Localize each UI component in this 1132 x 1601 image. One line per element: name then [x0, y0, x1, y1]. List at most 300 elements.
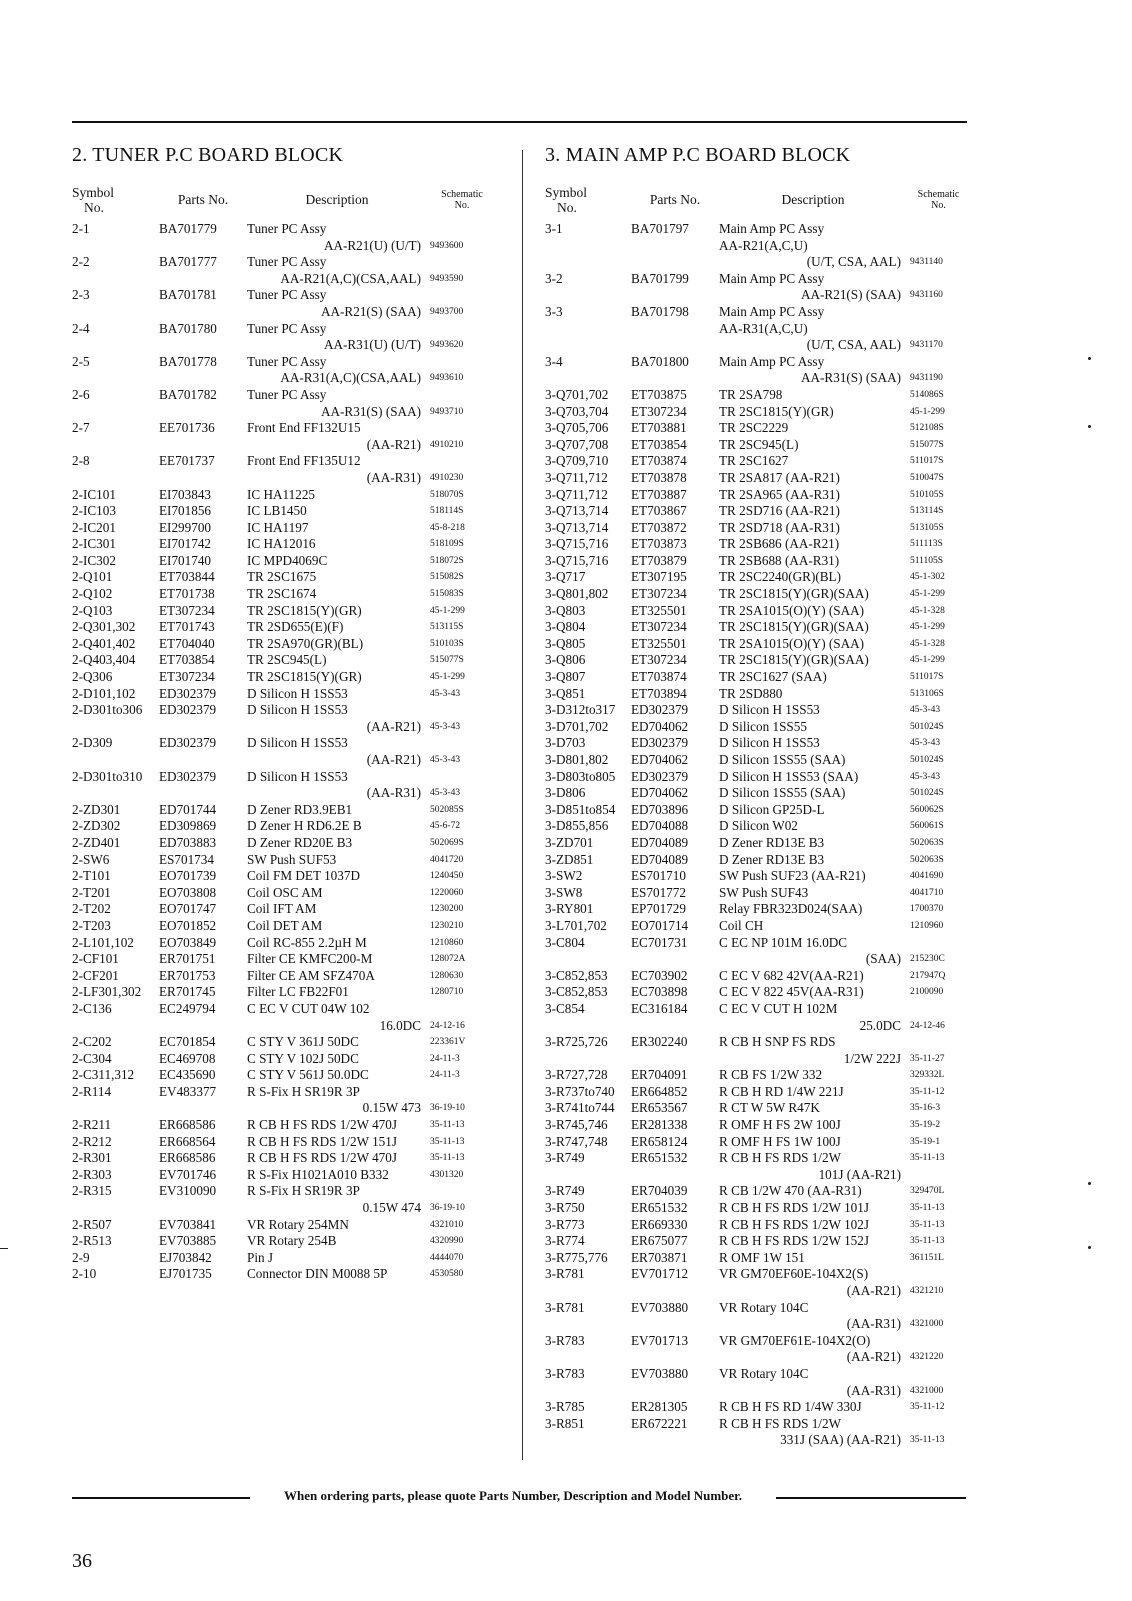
description-cell: Tuner PC Assy [247, 287, 327, 303]
parts-no-cell: ER653567 [631, 1100, 688, 1116]
table-row [545, 437, 970, 454]
symbol-cell: 2-IC301 [72, 536, 116, 552]
table-row [72, 735, 497, 752]
schematic-cell [427, 221, 497, 238]
schematic-cell: 1280710 [430, 987, 464, 998]
parts-no-cell: ET703873 [631, 536, 687, 552]
page-number: 36 [72, 1550, 92, 1572]
table-row [72, 785, 497, 802]
schematic-cell: 45-3-43 [430, 788, 461, 799]
tuner-parts-body [72, 221, 497, 1283]
symbol-cell: 2-R303 [72, 1166, 112, 1182]
table-row [72, 1167, 497, 1184]
parts-no-cell: BA701797 [631, 221, 689, 236]
table-row [545, 553, 970, 570]
schematic-cell [427, 1183, 497, 1200]
symbol-cell: 3-R781 [545, 1266, 585, 1282]
description-cell: AA-R21(A,C,U) [719, 237, 808, 253]
table-row [72, 1183, 497, 1200]
parts-no-cell: ET703874 [631, 669, 687, 685]
parts-no-cell [631, 337, 719, 354]
table-row [545, 1399, 970, 1416]
parts-no-cell: ET307195 [631, 569, 687, 585]
description-cell: D Silicon H 1SS53 [719, 735, 820, 751]
symbol-cell: 2-D101,102 [72, 685, 136, 701]
symbol-cell: 2-2 [72, 254, 90, 270]
description-cell: R CB H FS RDS 1/2W 151J [247, 1133, 397, 1149]
symbol-cell [545, 287, 631, 304]
symbol-cell: 2-Q103 [72, 602, 113, 618]
schematic-cell [427, 453, 497, 470]
col-header-symbol: Symbol No. [545, 185, 588, 215]
symbol-cell [72, 337, 159, 354]
parts-no-cell: ER701751 [159, 951, 216, 967]
table-row [545, 935, 970, 952]
parts-no-cell: ED704062 [631, 785, 689, 801]
description-cell: TR 2SD655(E)(F) [247, 619, 344, 635]
table-row [72, 503, 497, 520]
parts-no-cell: EI703843 [159, 486, 212, 502]
schematic-cell [907, 221, 970, 238]
parts-no-cell: EV703885 [159, 1233, 217, 1249]
description-cell: AA-R31(A,C,U) [719, 320, 808, 336]
table-row [545, 1084, 970, 1101]
description-cell: R OMF H FS 2W 100J [719, 1117, 841, 1133]
parts-no-cell [631, 1018, 719, 1035]
description-cell: C EC NP 101M 16.0DC [719, 934, 848, 950]
table-header-row [545, 179, 970, 221]
schematic-cell: 4530580 [430, 1269, 464, 1280]
description-cell: R CB 1/2W 470 (AA-R31) [719, 1183, 862, 1199]
table-row [72, 818, 497, 835]
description-cell: VR Rotary 254B [247, 1233, 337, 1249]
parts-no-cell: BA701780 [159, 320, 217, 336]
schematic-cell: 9431160 [910, 290, 943, 301]
parts-no-cell: ET307234 [159, 669, 215, 685]
symbol-cell: 3-R781 [545, 1299, 585, 1315]
parts-no-cell: EE701737 [159, 453, 215, 469]
scan-speck [1088, 357, 1091, 360]
table-row [545, 238, 970, 255]
symbol-cell [72, 404, 159, 421]
table-row [72, 337, 497, 354]
table-row [545, 503, 970, 520]
table-row [72, 1051, 497, 1068]
symbol-cell: 2-R114 [72, 1083, 112, 1099]
table-row [545, 487, 970, 504]
col-header-schematic: Schematic No. [441, 189, 483, 211]
description-cell: VR GM70EF61E-104X2(O) [719, 1332, 871, 1348]
table-row [72, 935, 497, 952]
col-header-symbol: Symbol No. [72, 185, 115, 215]
description-cell: (U/T, CSA, AAL) [806, 337, 901, 353]
parts-no-cell: EV701712 [631, 1266, 689, 1282]
parts-no-cell: ET703875 [631, 386, 687, 402]
table-row [545, 686, 970, 703]
description-cell: SW Push SUF43 [719, 884, 809, 900]
description-cell: C STY V 102J 50DC [247, 1050, 359, 1066]
table-row [72, 603, 497, 620]
parts-no-cell [631, 321, 719, 338]
table-row [545, 1183, 970, 1200]
description-cell: Relay FBR323D024(SAA) [719, 901, 863, 917]
table-row [72, 901, 497, 918]
table-row [545, 1383, 970, 1400]
table-row [545, 1167, 970, 1184]
symbol-cell: 2-10 [72, 1266, 97, 1282]
parts-no-cell: ES701772 [631, 884, 686, 900]
symbol-cell: 3-C804 [545, 934, 585, 950]
symbol-cell [545, 1051, 631, 1068]
parts-no-cell: ED704089 [631, 851, 689, 867]
description-cell: Coil CH [719, 917, 764, 933]
schematic-cell [427, 387, 497, 404]
description-cell: TR 2SA1015(O)(Y) (SAA) [719, 602, 865, 618]
schematic-cell: 45-3-43 [910, 738, 941, 749]
schematic-cell: 9493600 [430, 240, 464, 251]
schematic-cell: 513105S [910, 522, 944, 533]
schematic-cell [427, 769, 497, 786]
symbol-cell [72, 304, 159, 321]
description-cell: Front End FF132U15 [247, 420, 361, 436]
symbol-cell: 3-D806 [545, 785, 586, 801]
description-cell: Connector DIN M0088 5P [247, 1266, 388, 1282]
table-row [72, 951, 497, 968]
parts-no-cell [159, 271, 247, 288]
table-row [72, 769, 497, 786]
symbol-cell: 3-D703 [545, 735, 586, 751]
table-row [545, 1100, 970, 1117]
table-row [72, 520, 497, 537]
col-header-description: Description [781, 192, 845, 207]
table-row [545, 420, 970, 437]
schematic-cell: 35-11-13 [910, 1236, 945, 1247]
description-cell: TR 2SC2240(GR)(BL) [719, 569, 841, 585]
parts-no-cell: EI299700 [159, 519, 212, 535]
parts-no-cell [631, 1167, 719, 1184]
parts-no-cell: ER281338 [631, 1117, 688, 1133]
symbol-cell: 3-Q703,704 [545, 403, 609, 419]
description-cell: TR 2SC1815(Y)(GR) [247, 669, 362, 685]
schematic-cell [907, 1167, 970, 1184]
schematic-cell: 502069S [430, 837, 464, 848]
symbol-cell: 2-C136 [72, 1000, 112, 1016]
schematic-cell: 511105S [910, 555, 944, 566]
schematic-cell: 9493710 [430, 406, 464, 417]
schematic-cell [427, 1084, 497, 1101]
symbol-cell: 3-SW2 [545, 868, 583, 884]
description-cell: AA-R21(S) (SAA) [800, 287, 901, 303]
description-cell: D Zener RD20E B3 [247, 834, 353, 850]
table-row [72, 437, 497, 454]
symbol-cell: 2-IC101 [72, 486, 116, 502]
schematic-cell: 1230200 [430, 904, 464, 915]
parts-no-cell: ER701745 [159, 984, 216, 1000]
symbol-cell: 2-T203 [72, 917, 111, 933]
ordering-note: When ordering parts, please quote Parts Number, Description and Model Number. [283, 1488, 742, 1503]
description-cell: C EC V CUT H 102M [719, 1000, 838, 1016]
schematic-cell [427, 702, 497, 719]
table-row [545, 1067, 970, 1084]
schematic-cell: 45-1-299 [910, 406, 945, 417]
schematic-cell: 515077S [910, 439, 944, 450]
table-row [545, 1333, 970, 1350]
symbol-cell [72, 370, 159, 387]
parts-no-cell: ET307234 [631, 586, 687, 602]
symbol-cell: 2-Q101 [72, 569, 113, 585]
symbol-cell: 3-R775,776 [545, 1249, 608, 1265]
symbol-cell: 3-D312to317 [545, 702, 616, 718]
parts-no-cell: EV703880 [631, 1299, 689, 1315]
table-row [545, 569, 970, 586]
symbol-cell: 2-R301 [72, 1150, 112, 1166]
top-rule [72, 121, 967, 123]
table-row [72, 652, 497, 669]
schematic-cell: 45-1-328 [910, 638, 945, 649]
description-cell: TR 2SB686 (AA-R21) [719, 536, 840, 552]
symbol-cell: 3-C852,853 [545, 984, 608, 1000]
symbol-cell: 3-Q707,708 [545, 436, 609, 452]
symbol-cell: 3-ZD851 [545, 851, 594, 867]
schematic-cell [907, 354, 970, 371]
table-row [72, 271, 497, 288]
parts-no-cell [159, 785, 247, 802]
parts-no-cell: ER668586 [159, 1117, 216, 1133]
description-cell: R CB H FS RD 1/4W 330J [719, 1399, 862, 1415]
parts-no-cell: ED704088 [631, 818, 689, 834]
symbol-cell: 3-R741to744 [545, 1100, 615, 1116]
table-row [545, 387, 970, 404]
description-cell: (U/T, CSA, AAL) [806, 254, 901, 270]
footer-rule-left [72, 1497, 250, 1499]
table-row [545, 370, 970, 387]
description-cell: (AA-R31) [846, 1382, 901, 1398]
parts-no-cell: ET701738 [159, 586, 215, 602]
table-row [72, 287, 497, 304]
description-cell: R CB H FS RDS 1/2W 152J [719, 1233, 869, 1249]
table-row [72, 619, 497, 636]
description-cell: 331J (SAA) (AA-R21) [780, 1432, 901, 1448]
parts-no-cell: ED703883 [159, 834, 217, 850]
schematic-cell: 9493610 [430, 373, 464, 384]
description-cell: R CB H FS RDS 1/2W 102J [719, 1216, 869, 1232]
description-cell: D Silicon H 1SS53 [247, 735, 348, 751]
parts-no-cell: ET307234 [631, 403, 687, 419]
description-cell: Tuner PC Assy [247, 353, 327, 369]
symbol-cell: 3-D855,856 [545, 818, 609, 834]
parts-no-cell: ET307234 [631, 652, 687, 668]
symbol-cell: 2-Q306 [72, 669, 113, 685]
symbol-cell: 3-SW8 [545, 884, 583, 900]
schematic-cell: 510103S [430, 638, 464, 649]
description-cell: TR 2SA798 [719, 386, 783, 402]
description-cell: C STY V 561J 50.0DC [247, 1067, 369, 1083]
table-row [545, 586, 970, 603]
description-cell: R CB H FS RDS 1/2W 470J [247, 1150, 397, 1166]
symbol-cell [545, 370, 631, 387]
symbol-cell [545, 1349, 631, 1366]
symbol-cell: 3-R783 [545, 1332, 585, 1348]
parts-no-cell [159, 238, 247, 255]
symbol-cell: 3-ZD701 [545, 834, 594, 850]
main-amp-parts-table [545, 179, 970, 1449]
schematic-cell: 2100090 [910, 987, 944, 998]
symbol-cell: 2-IC103 [72, 503, 116, 519]
schematic-cell [907, 1366, 970, 1383]
description-cell: AA-R31(A,C)(CSA,AAL) [280, 370, 421, 386]
table-row [72, 1250, 497, 1267]
symbol-cell [545, 951, 631, 968]
table-row [545, 254, 970, 271]
parts-no-cell [159, 304, 247, 321]
description-cell: D Zener RD13E B3 [719, 834, 825, 850]
table-row [545, 1266, 970, 1283]
schematic-cell: 1280630 [430, 970, 464, 981]
schematic-cell: 45-1-299 [910, 622, 945, 633]
table-row [545, 536, 970, 553]
symbol-cell: 3-Q717 [545, 569, 586, 585]
schematic-cell: 24-11-3 [430, 1070, 460, 1081]
parts-no-cell: EC249794 [159, 1000, 216, 1016]
description-cell: C EC V CUT 04W 102 [247, 1000, 370, 1016]
schematic-cell: 1220060 [430, 887, 464, 898]
table-row [545, 1283, 970, 1300]
schematic-cell: 24-12-46 [910, 1020, 945, 1031]
table-row [72, 1217, 497, 1234]
table-row [72, 321, 497, 338]
schematic-cell: 217947Q [910, 970, 946, 981]
parts-no-cell [159, 470, 247, 487]
table-row [72, 1233, 497, 1250]
table-row [72, 1001, 497, 1018]
parts-no-cell: EC701854 [159, 1034, 216, 1050]
table-row [545, 984, 970, 1001]
schematic-cell: 9431170 [910, 340, 943, 351]
parts-no-cell: EO703849 [159, 934, 217, 950]
symbol-cell: 2-L101,102 [72, 934, 134, 950]
parts-no-cell: ES701734 [159, 851, 214, 867]
symbol-cell: 3-RY801 [545, 901, 594, 917]
description-cell: R S-Fix H1021A010 B332 [247, 1166, 389, 1182]
schematic-cell: 9431140 [910, 257, 943, 268]
table-row [72, 1200, 497, 1217]
table-row [545, 271, 970, 288]
table-row [545, 1001, 970, 1018]
schematic-cell: 9493700 [430, 306, 464, 317]
description-cell: D Zener RD3.9EB1 [247, 801, 353, 817]
schematic-cell: 45-1-302 [910, 572, 945, 583]
footer-rule-right [776, 1497, 966, 1499]
parts-no-cell: ER281305 [631, 1399, 688, 1415]
symbol-cell: 3-Q806 [545, 652, 586, 668]
schematic-cell: 35-11-12 [910, 1402, 945, 1413]
parts-no-cell: ER704039 [631, 1183, 688, 1199]
schematic-cell [907, 238, 970, 255]
schematic-cell: 513106S [910, 688, 944, 699]
schematic-cell: 510105S [910, 489, 944, 500]
symbol-cell: 3-D803to805 [545, 768, 616, 784]
parts-no-cell: ED309869 [159, 818, 217, 834]
schematic-cell: 1230210 [430, 920, 464, 931]
parts-no-cell [159, 337, 247, 354]
symbol-cell: 3-R727,728 [545, 1067, 608, 1083]
schematic-cell: 1700370 [910, 904, 944, 915]
table-row [545, 769, 970, 786]
description-cell: IC MPD4069C [247, 552, 328, 568]
description-cell: Coil DET AM [247, 917, 323, 933]
parts-no-cell [631, 287, 719, 304]
table-row [72, 918, 497, 935]
schematic-cell: 560061S [910, 821, 944, 832]
symbol-cell [72, 719, 159, 736]
symbol-cell: 2-5 [72, 353, 90, 369]
symbol-cell: 3-R749 [545, 1183, 585, 1199]
parts-no-cell: ET703874 [631, 453, 687, 469]
parts-no-cell: ED302379 [159, 768, 217, 784]
schematic-cell [427, 287, 497, 304]
schematic-cell: 4321010 [430, 1219, 464, 1230]
table-row [72, 404, 497, 421]
description-cell: Main Amp PC Assy [719, 303, 825, 319]
symbol-cell: 3-L701,702 [545, 917, 607, 933]
table-row [545, 702, 970, 719]
schematic-cell: 45-6-72 [430, 821, 461, 832]
parts-no-cell: EV483377 [159, 1083, 217, 1099]
description-cell: Filter CE AM SFZ470A [247, 967, 375, 983]
table-row [72, 387, 497, 404]
symbol-cell: 2-D309 [72, 735, 113, 751]
table-row [72, 1266, 497, 1283]
description-cell: D Silicon H 1SS53 [247, 768, 348, 784]
table-row [545, 1432, 970, 1449]
schematic-cell: 9493620 [430, 340, 464, 351]
schematic-cell: 128072A [430, 954, 466, 965]
schematic-cell [907, 1333, 970, 1350]
parts-no-cell: BA701799 [631, 270, 689, 286]
schematic-cell: 35-11-13 [910, 1219, 945, 1230]
schematic-cell: 35-11-12 [910, 1086, 945, 1097]
symbol-cell: 3-Q713,714 [545, 519, 609, 535]
schematic-cell: 35-11-13 [430, 1136, 465, 1147]
parts-no-cell: ET703872 [631, 519, 687, 535]
schematic-cell [427, 735, 497, 752]
description-cell: R CB H RD 1/4W 221J [719, 1083, 844, 1099]
description-cell: D Silicon W02 [719, 818, 798, 834]
schematic-cell: 4041690 [910, 871, 944, 882]
symbol-cell: 2-D301to310 [72, 768, 143, 784]
symbol-cell: 3-Q711,712 [545, 469, 608, 485]
symbol-cell: 3-R749 [545, 1150, 585, 1166]
parts-no-cell: ED704089 [631, 834, 689, 850]
parts-no-cell [159, 370, 247, 387]
description-cell: Pin J [247, 1249, 274, 1265]
symbol-cell: 2-C311,312 [72, 1067, 135, 1083]
description-cell: (AA-R21) [366, 718, 421, 734]
description-cell: (AA-R21) [366, 752, 421, 767]
table-row [72, 1018, 497, 1035]
description-cell: 1/2W 222J [843, 1050, 901, 1066]
table-row [545, 354, 970, 371]
schematic-cell: 511017S [910, 456, 944, 467]
table-row [545, 321, 970, 338]
description-cell: D Silicon GP25D-L [719, 801, 825, 817]
parts-no-cell: ED302379 [159, 685, 217, 701]
description-cell: 101J (AA-R21) [818, 1166, 901, 1182]
schematic-cell [907, 1034, 970, 1051]
symbol-cell: 3-R750 [545, 1200, 585, 1216]
parts-no-cell: EO701852 [159, 917, 217, 933]
table-row [72, 968, 497, 985]
